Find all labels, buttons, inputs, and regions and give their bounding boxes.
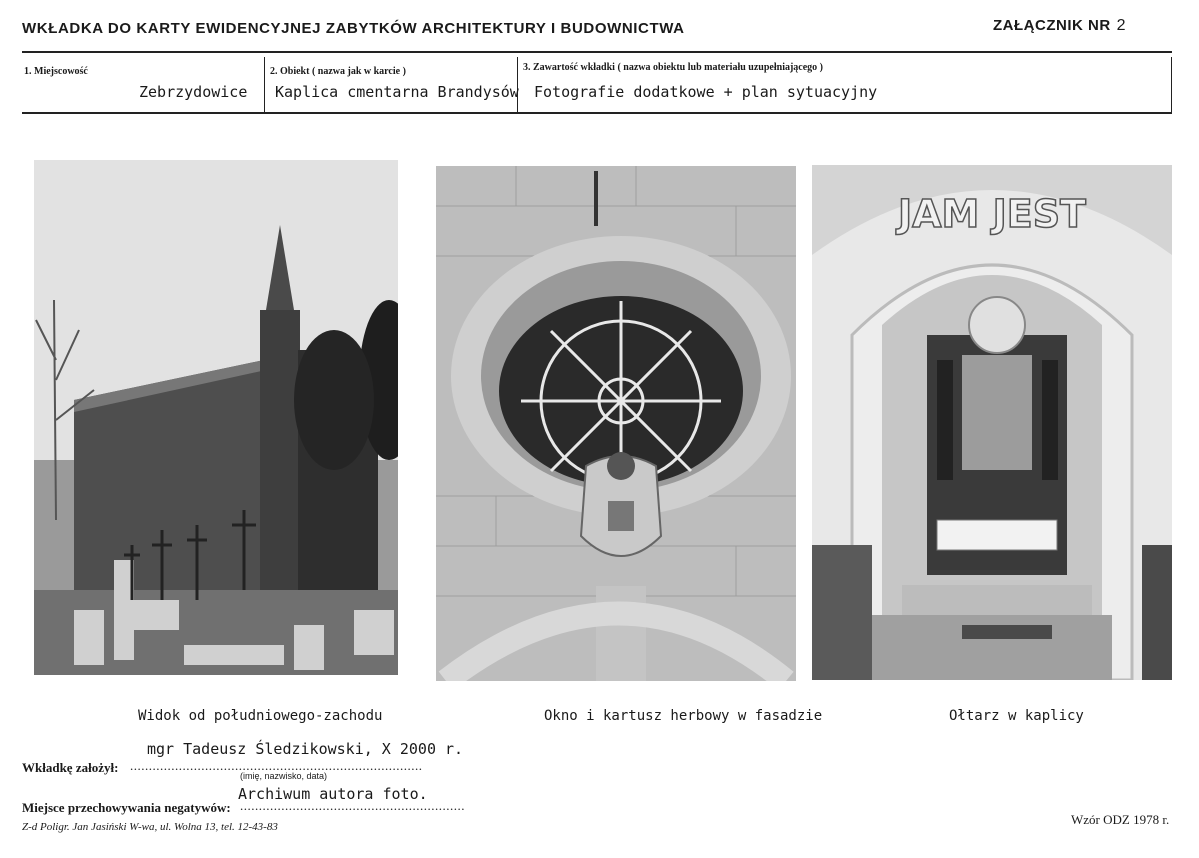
negatives-label: Miejsce przechowywania negatywów: [22,800,231,815]
negatives-value: Archiwum autora foto. [238,785,428,803]
field-divider-3 [1171,57,1172,112]
photo-window-cartouche [436,166,796,681]
object-value: Kaplica cmentarna Brandysów [275,83,519,101]
photo-altar [812,165,1172,680]
content-label: 3. Zawartość wkładki ( nazwa obiektu lub materiału uzupełniającego ) [523,62,824,73]
locality-value: Zebrzydowice [139,83,248,101]
author-hint: (imię, nazwisko, data) [240,771,328,781]
caption-photo-3: Ołtarz w kaplicy [949,708,1084,724]
form-title: WKŁADKA DO KARTY EWIDENCYJNEJ ZABYTKÓW ARCHITEKTURY I BUDOWNICTWA [22,20,685,37]
caption-photo-2: Okno i kartusz herbowy w fasadzie [544,708,823,724]
object-label: 2. Obiekt ( nazwa jak w karcie ) [270,66,406,77]
template-note: Wzór ODZ 1978 r. [1071,812,1170,827]
field-divider-1 [264,57,265,112]
negatives-dots: ............................................................ [240,798,465,813]
locality-label: 1. Miejscowość [24,66,88,77]
author-dots: .............................................................................. [130,758,423,773]
caption-photo-1: Widok od południowego-zachodu [138,708,383,724]
annex-label: ZAŁĄCZNIK NR 2 [993,17,1127,34]
header-rule-bottom [22,112,1172,114]
annex-number: 2 [1116,17,1127,34]
header-rule-top [22,51,1172,53]
printer-note: Z-d Poligr. Jan Jasiński W-wa, ul. Wolna 13, tel. 12-43-83 [22,821,278,833]
photo-chapel-exterior [34,160,398,675]
altar-inscription: JAM JEST [898,192,1086,236]
author-value: mgr Tadeusz Śledzikowski, X 2000 r. [147,740,464,758]
content-value: Fotografie dodatkowe + plan sytuacyjny [534,83,878,101]
author-label: Wkładkę założył: [22,760,119,775]
